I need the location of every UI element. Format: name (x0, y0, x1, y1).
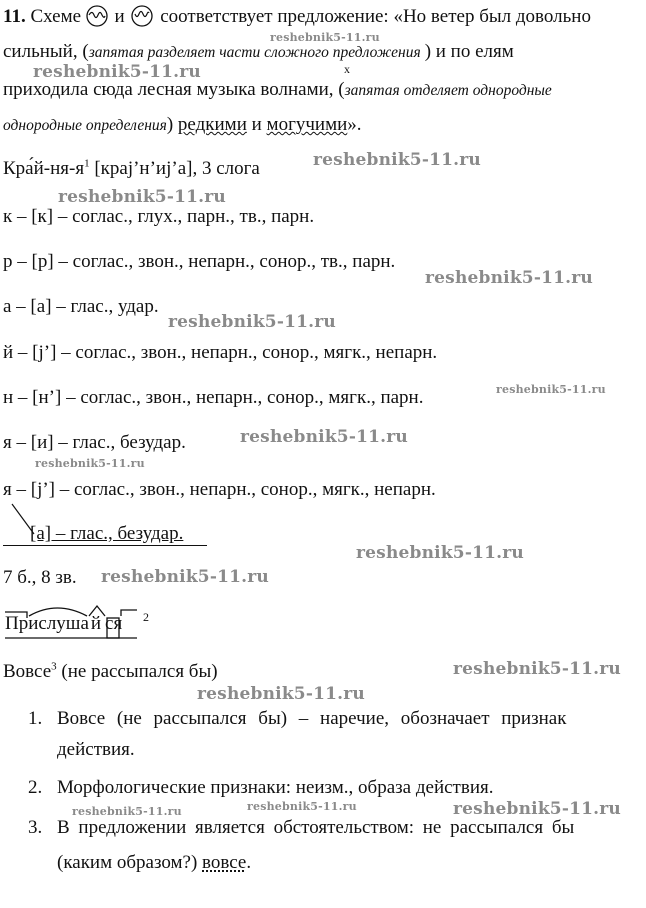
task-line-4: однородные определения) редкими и могучими». (3, 114, 362, 135)
list-item-3-line-1: В предложении является обстоятельством: не рассыпался бы (57, 817, 575, 838)
list-item-1-line-2: действия. (57, 739, 135, 760)
phonetic-row: я – [j’] – соглас., звон., непарн., сонор., мягк., непарн. (3, 479, 436, 500)
morpheme-parse (3, 598, 173, 648)
comma-note-2: запятая отделяет однородные (344, 82, 552, 99)
postfix: ся (105, 613, 123, 634)
root: слуш (38, 613, 81, 634)
scheme-wave-icon (84, 5, 110, 27)
watermark: reshebnik5-11.ru (58, 187, 226, 207)
watermark: reshebnik5-11.ru (240, 427, 408, 447)
watermark: reshebnik5-11.ru (72, 805, 182, 818)
watermark: reshebnik5-11.ru (453, 659, 621, 679)
watermark: reshebnik5-11.ru (453, 799, 621, 819)
watermark: reshebnik5-11.ru (247, 800, 357, 813)
phonetic-row: й – [j’] – соглас., звон., непарн., сонор., мягк., непарн. (3, 342, 438, 363)
list-number: 2. (28, 777, 43, 798)
task-number: 11. (3, 6, 26, 27)
scheme-word: Схеме (30, 6, 82, 27)
phonetic-word: $Кра́й-ня-я^1$ [кpaj’н’иj’a], 3 слога (3, 157, 260, 179)
list-item-3-line-2: (каким образом?) вовсе. (57, 852, 252, 873)
word-vovse: вовсе (202, 852, 247, 873)
watermark: reshebnik5-11.ru (35, 457, 145, 470)
phonetic-row: н – [н’] – соглас., звон., непарн., сонор., мягк., парн. (3, 387, 424, 408)
task-line-3: приходила сюда лесная музыка волнами, (запятая отделяет однородные (3, 79, 552, 100)
list-item-1-line-1: Вовсе (не рассыпался бы) – наречие, обозначает признак (57, 708, 567, 729)
watermark: reshebnik5-11.ru (270, 31, 380, 44)
watermark: reshebnik5-11.ru (356, 543, 524, 563)
task-line-1 (3, 5, 591, 29)
comma-note-1: запятая разделяет части сложного предложения (88, 44, 421, 61)
word-redkimi: редкими (177, 114, 247, 135)
word-moguchimi: могучими (266, 114, 348, 135)
task-line-2: сильный, (запятая разделяет части сложного предложения ) и по елям (3, 41, 514, 62)
morph-head: Вовсе$^3$ (не рассыпался бы) (3, 660, 218, 682)
ending: й (90, 613, 102, 634)
phonetic-sub-row: [a] – глас., безудар. (30, 523, 184, 544)
scheme-and: и (114, 6, 125, 27)
letter-x: х (344, 62, 350, 76)
list-number: 3. (28, 817, 43, 838)
phonetic-row: я – [и] – глас., безудар. (3, 432, 186, 453)
watermark: reshebnik5-11.ru (101, 567, 269, 587)
watermark: reshebnik5-11.ru (313, 150, 481, 170)
watermark: reshebnik5-11.ru (33, 62, 201, 82)
list-item-2-line-1: Морфологические признаки: неизм., образа действия. (57, 777, 494, 798)
scheme-wave-icon-2 (129, 5, 155, 27)
watermark: reshebnik5-11.ru (168, 312, 336, 332)
transcription: [кpaj’н’иj’a], 3 слога (94, 158, 260, 179)
prefix: При (5, 613, 39, 634)
phonetic-row: р – [р] – соглас., звон., непарн., сонор., тв., парн. (3, 251, 396, 272)
summary-line (3, 545, 207, 546)
suffix: а (80, 613, 89, 634)
watermark: reshebnik5-11.ru (425, 268, 593, 288)
list-number: 1. (28, 708, 43, 729)
morpheme-sup: 2 (143, 610, 149, 624)
morpheme-word (5, 612, 122, 636)
watermark: reshebnik5-11.ru (197, 684, 365, 704)
phonetic-summary: 7 б., 8 зв. (3, 567, 77, 588)
watermark: reshebnik5-11.ru (496, 383, 606, 396)
task-line-1-rest: соответствует предложение: «Но ветер был довольно (160, 6, 591, 27)
phonetic-row: а – [а] – глас., удар. (3, 296, 159, 317)
phonetic-row: к – [к] – соглас., глух., парн., тв., парн. (3, 206, 315, 227)
